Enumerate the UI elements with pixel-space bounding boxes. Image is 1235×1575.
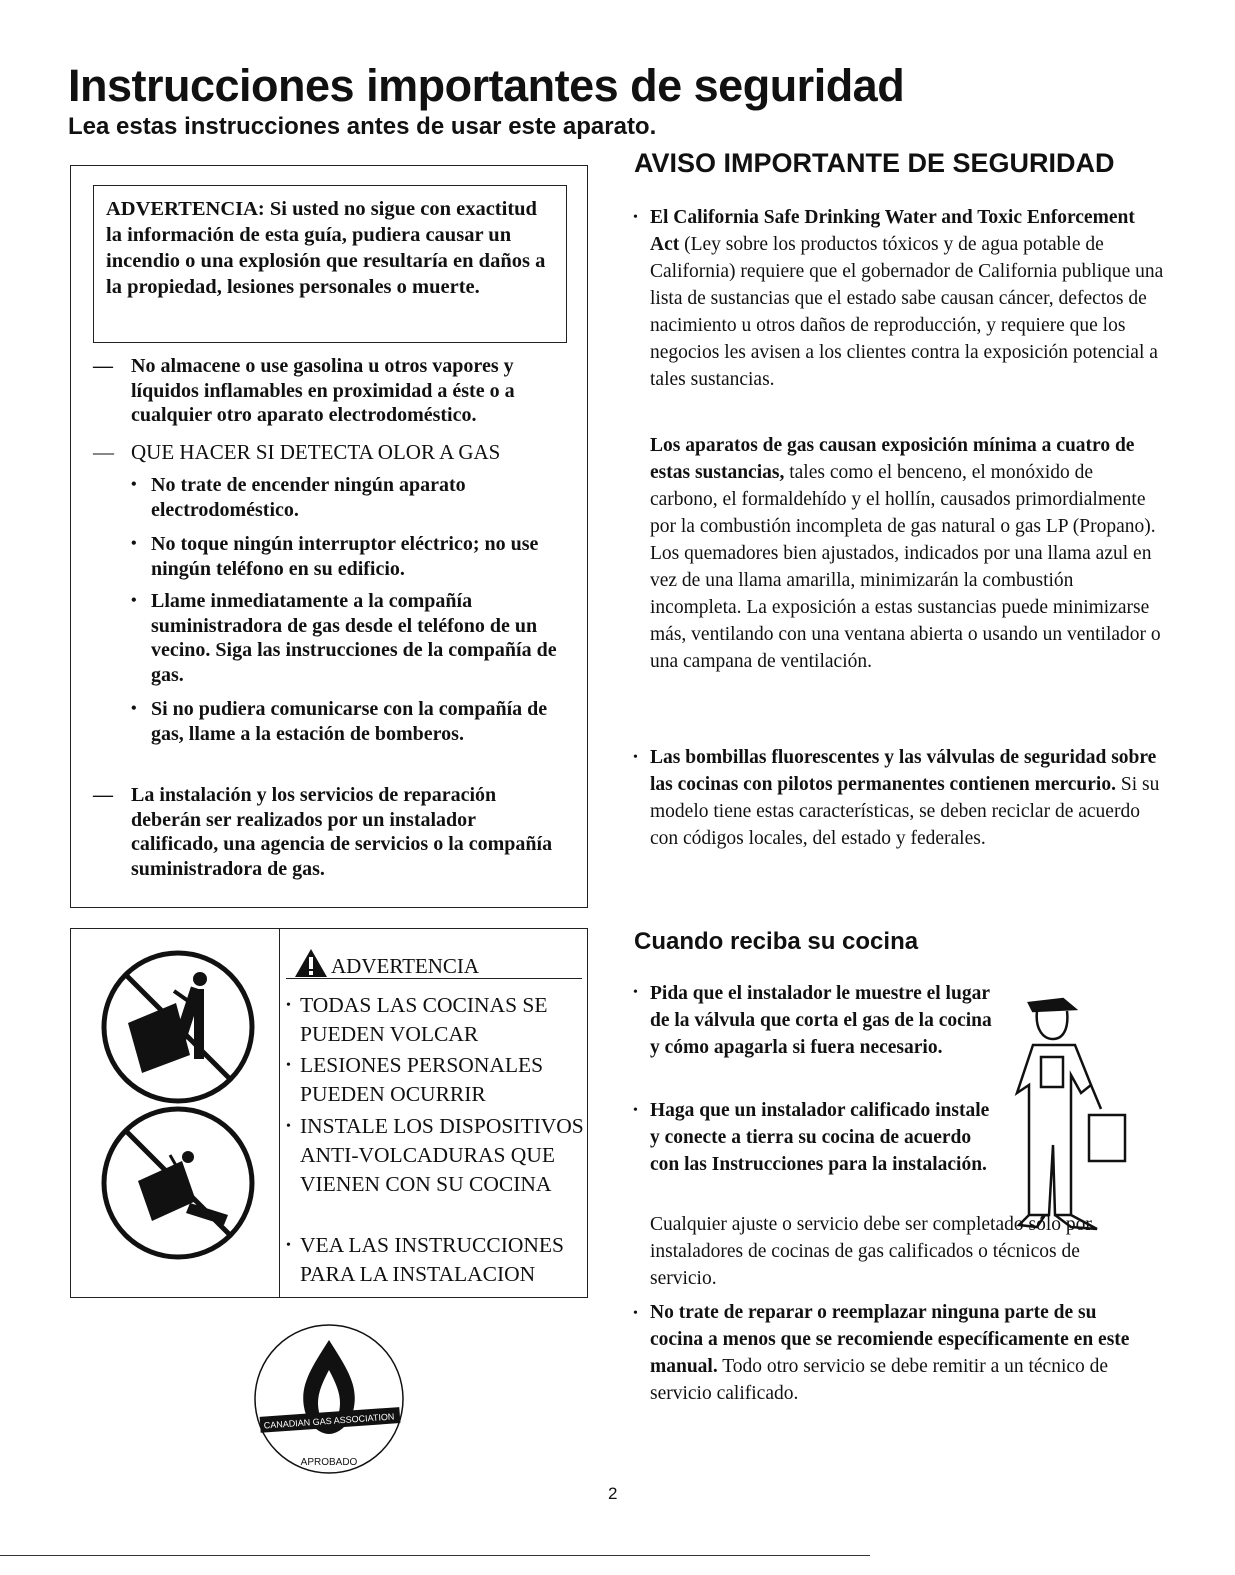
page-number: 2 <box>608 1484 618 1503</box>
wrench-pocket-icon <box>1041 1057 1063 1087</box>
seal-approved-text: APROBADO <box>300 1457 358 1468</box>
bullet-icon: • <box>131 700 137 717</box>
warning-bullet-text: No toque ningún interruptor eléctrico; no use ningún teléfono en su edificio. <box>151 533 539 580</box>
aviso-title: AVISO IMPORTANTE DE SEGURIDAD <box>634 148 1115 178</box>
tip-over-warning-illustration <box>98 945 268 1275</box>
gas-odor-heading: QUE HACER SI DETECTA OLOR A GAS <box>131 440 501 464</box>
bullet-icon: • <box>286 1238 291 1253</box>
aviso-p3-text: Si su modelo tiene estas características, se deben reciclar de acuerdo con códigos locales, del estado y federales. <box>650 774 1160 849</box>
warning-dash-text: La instalación y los servicios de reparación deberán ser realizados por un instalador calificado, una agencia de servicios o la compañía suministradora de gas. <box>131 784 553 880</box>
page-subtitle: Lea estas instrucciones antes de usar este aparato. <box>68 113 657 140</box>
cuando-bullet-2 <box>650 1097 1002 1178</box>
bullet-icon: • <box>633 985 638 1000</box>
bullet-icon: • <box>131 476 137 493</box>
cuando-b2-bold: Haga que un instalador calificado instale y conecte a tierra su cocina de acuerdo con las Instrucciones para la instalación. <box>650 1100 990 1175</box>
aviso-p1-text: (Ley sobre los productos tóxicos y de agua potable de California) requiere que el gobernador de California publique una lista de sustancias que el estado sabe causan cáncer, defectos de nacimiento u otros daños de reproducción, y requiere que los negocios les avisen a los clientes contra la exposición potencial a tales sustancias. <box>650 234 1164 390</box>
bullet-icon: • <box>131 535 137 552</box>
warning-bullet-text: No trate de encender ningún aparato electrodoméstico. <box>151 474 466 521</box>
warning-bullet-item <box>131 532 561 581</box>
bullet-icon: • <box>286 998 291 1013</box>
warning-bullet-item <box>131 589 561 687</box>
aviso-p1-bold: El California Safe Drinking Water and Toxic Enforcement Act <box>650 207 1135 255</box>
range-fallen-icon <box>138 1151 228 1225</box>
aviso-paragraph-1 <box>650 204 1165 393</box>
warning-bullet-text: Llame inmediatamente a la compañía suministradora de gas desde el teléfono de un vecino. Siga las instrucciones de la compañía de gas. <box>151 590 557 686</box>
dash-symbol: — <box>93 440 114 464</box>
tip-warning-label: ADVERTENCIA <box>331 954 480 978</box>
dash-symbol: — <box>93 784 113 806</box>
warning-triangle-icon <box>294 948 328 978</box>
page-title: Instrucciones importantes de seguridad <box>68 60 905 111</box>
bullet-icon: • <box>633 750 638 765</box>
seal-ring-text: CANADIAN GAS ASSOCIATION <box>263 1411 395 1431</box>
cuando-bullet-2-rest: Cualquier ajuste o servicio debe ser completado sólo por instaladores de cocinas de gas calificados o técnicos de servicio. <box>650 1214 1092 1289</box>
warning-bullet-text: Si no pudiera comunicarse con la compañía de gas, llame a la estación de bomberos. <box>151 698 548 745</box>
warning-dash-item <box>93 783 563 881</box>
cuando-bullet-1: Pida que el instalador le muestre el lugar de la válvula que corta el gas de la cocina y cómo apagarla si fuera necesario. <box>650 983 992 1058</box>
tip-warning-header <box>286 944 582 979</box>
tip-warning-item <box>286 1051 586 1109</box>
warning-dash-item <box>93 354 563 428</box>
dash-symbol: — <box>93 355 113 377</box>
warning-dash-text: No almacene o use gasolina u otros vapores y líquidos inflamables en proximidad a éste o a cualquier otro aparato electrodoméstico. <box>131 355 515 426</box>
tip-warning-text: TODAS LAS COCINAS SE PUEDEN VOLCAR <box>300 993 548 1046</box>
cuando-b3-bold: No trate de reparar o reemplazar ninguna parte de su cocina a menos que se recomiende específicamente en este manual. <box>650 1302 1130 1377</box>
tip-warning-text: INSTALE LOS DISPOSITIVOS ANTI-VOLCADURAS QUE VIENEN CON SU COCINA <box>300 1114 584 1196</box>
tip-box-divider <box>279 928 280 1298</box>
bullet-icon: • <box>286 1119 291 1134</box>
bullet-icon: • <box>633 1306 638 1321</box>
advertencia-text: ADVERTENCIA: Si usted no sigue con exactitud la información de esta guía, pudiera causar un incendio o una explosión que resultaría en daños a la propiedad, lesiones personales o muerte. <box>106 198 546 298</box>
tip-warning-text: VEA LAS INSTRUCCIONES PARA LA INSTALACION <box>300 1233 564 1286</box>
bottom-rule <box>0 1555 870 1556</box>
cuando-b3-text: Todo otro servicio se debe remitir a un técnico de servicio calificado. <box>650 1356 1109 1404</box>
certification-seal <box>252 1322 407 1477</box>
tip-warning-text: LESIONES PERSONALES PUEDEN OCURRIR <box>300 1053 544 1106</box>
toolbox-icon <box>1089 1115 1125 1161</box>
advertencia-box <box>93 185 567 343</box>
warning-dash-item <box>93 440 563 465</box>
aviso-p2-bold: Los aparatos de gas causan exposición mínima a cuatro de estas sustancias, <box>650 435 1135 483</box>
bullet-icon: • <box>131 592 137 609</box>
warning-bullet-item <box>131 473 561 522</box>
cuando-title: Cuando reciba su cocina <box>634 928 919 955</box>
bullet-icon: • <box>633 1103 638 1118</box>
bullet-icon: • <box>286 1058 291 1073</box>
installer-illustration <box>1003 985 1133 1240</box>
aviso-paragraph-3 <box>650 744 1165 852</box>
aviso-p3-bold: Las bombillas fluorescentes y las válvulas de seguridad sobre las cocinas con pilotos permanentes contienen mercurio. <box>650 747 1157 795</box>
bullet-icon: • <box>633 210 638 225</box>
cuando-bullet-3 <box>650 1299 1150 1407</box>
aviso-p2-text: tales como el benceno, el monóxido de carbono, el formaldehído y el hollín, causados primordialmente por la combustión incompleta de gas natural o gas LP (Propano). Los quemadores bien ajustados, indicados por una llama azul en vez de una llama amarilla, minimizarán la combustión incompleta. La exposición a estas sustancias puede minimizarse más, ventilando con una ventana abierta o usando un ventilador o una campana de ventilación. <box>650 462 1161 672</box>
tip-warning-item <box>286 991 586 1049</box>
tip-warning-item <box>286 1112 586 1199</box>
tip-warning-item <box>286 1231 586 1289</box>
warning-bullet-item <box>131 697 561 746</box>
aviso-paragraph-2 <box>650 432 1165 675</box>
